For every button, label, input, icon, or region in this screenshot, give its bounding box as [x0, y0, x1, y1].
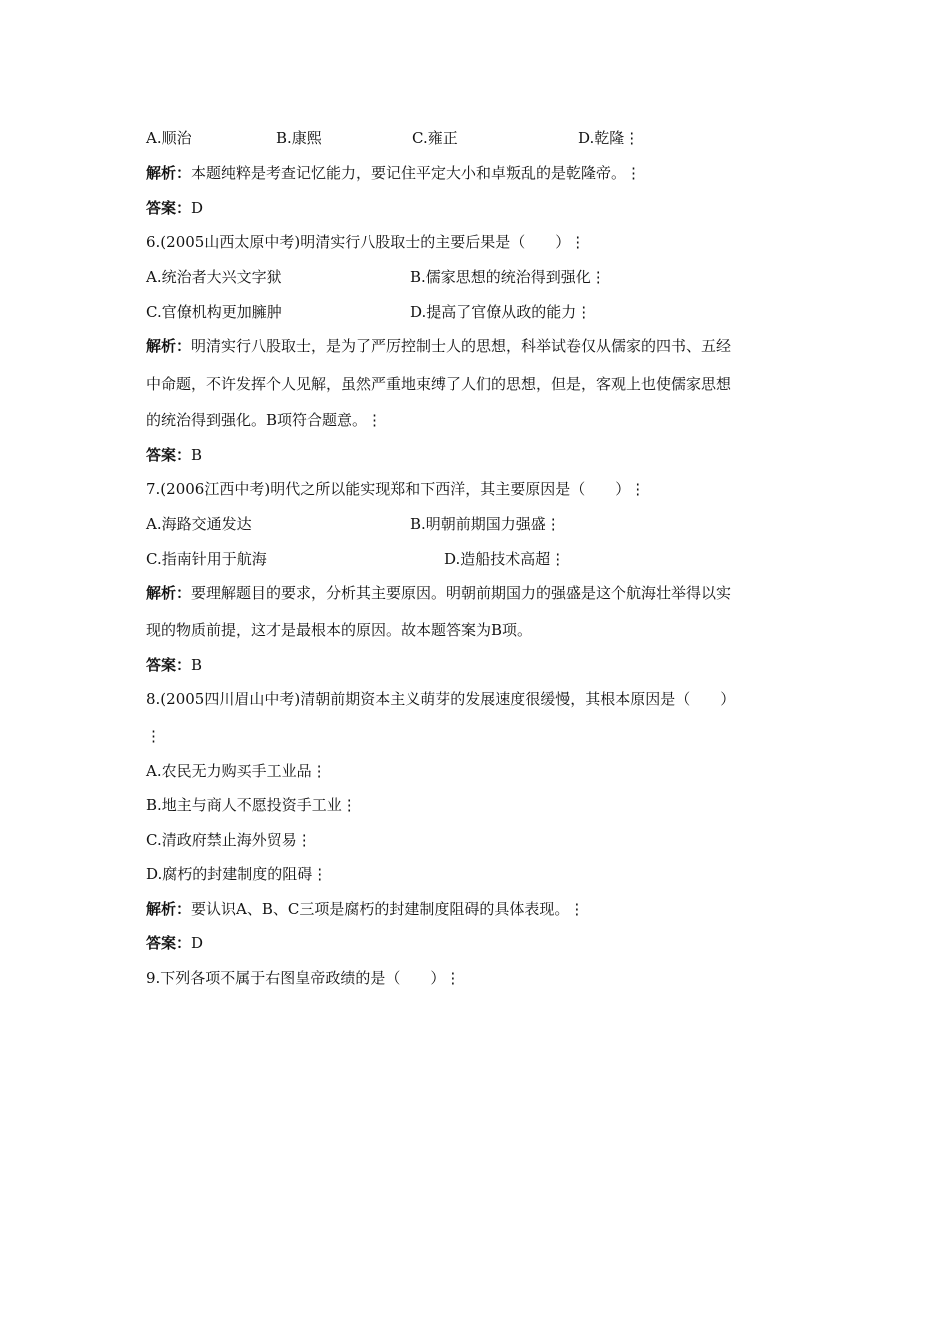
q8-option-b: B.地主与商人不愿投资手工业⋮: [146, 796, 357, 814]
q7-analysis-line-1: [146, 583, 731, 603]
q6-analysis-line-3: 的统治得到强化。B项符合题意。⋮: [146, 411, 383, 429]
q7-option-b: B.明朝前期国力强盛⋮: [410, 515, 561, 533]
answer-label: 答案：: [146, 934, 192, 952]
q6-option-d: D.提高了官僚从政的能力⋮: [410, 303, 592, 321]
analysis-label: 解析：: [146, 900, 192, 918]
q9-stem: 9.下列各项不属于右图皇帝政绩的是（ ）⋮: [146, 969, 461, 987]
q7-analysis-line-2: 现的物质前提，这才是最根本的原因。故本题答案为B项。: [146, 621, 533, 639]
q6-option-b: B.儒家思想的统治得到强化⋮: [410, 268, 606, 286]
answer-value: D: [191, 934, 204, 952]
analysis-text: 本题纯粹是考查记忆能力，要记住平定大小和卓叛乱的是乾隆帝。⋮: [191, 164, 642, 182]
q7-option-d: D.造船技术高超⋮: [444, 550, 566, 568]
q8-option-d: D.腐朽的封建制度的阻碍⋮: [146, 865, 328, 883]
q7-option-a: A.海路交通发达: [146, 515, 252, 533]
answer-value: D: [191, 199, 204, 217]
q8-analysis: [146, 899, 584, 919]
q5-option-a: A.顺治: [146, 129, 192, 147]
answer-value: B: [191, 446, 203, 464]
q8-stem: 8.(2005四川眉山中考)清朝前期资本主义萌芽的发展速度很缓慢，其根本原因是（ ）: [146, 690, 736, 708]
answer-label: 答案：: [146, 199, 192, 217]
answer-label: 答案：: [146, 656, 192, 674]
q7-option-c: C.指南针用于航海: [146, 550, 267, 568]
q8-stem-continuation: ⋮: [146, 727, 161, 745]
q6-option-c: C.官僚机构更加臃肿: [146, 303, 282, 321]
q6-option-a: A.统治者大兴文字狱: [146, 268, 282, 286]
analysis-text: 要认识A、B、C三项是腐朽的封建制度阻碍的具体表现。⋮: [191, 900, 585, 918]
q8-option-a: A.农民无力购买手工业品⋮: [146, 762, 327, 780]
q7-stem: 7.(2006江西中考)明代之所以能实现郑和下西洋，其主要原因是（ ）⋮: [146, 480, 646, 498]
q8-answer: [146, 933, 203, 953]
q5-option-c: C.雍正: [412, 129, 458, 147]
q7-answer: [146, 655, 202, 675]
analysis-text: 明清实行八股取士，是为了严厉控制士人的思想，科举试卷仅从儒家的四书、五经: [191, 337, 732, 355]
q5-analysis: [146, 163, 641, 183]
q5-option-d: D.乾隆⋮: [578, 129, 640, 147]
analysis-label: 解析：: [146, 337, 192, 355]
analysis-label: 解析：: [146, 584, 192, 602]
q6-analysis-line-2: 中命题，不许发挥个人见解，虽然严重地束缚了人们的思想，但是，客观上也使儒家思想: [146, 375, 732, 393]
answer-label: 答案：: [146, 446, 192, 464]
q6-stem: 6.(2005山西太原中考)明清实行八股取士的主要后果是（ ）⋮: [146, 233, 586, 251]
q6-analysis-line-1: [146, 336, 731, 356]
q5-answer: [146, 198, 203, 218]
analysis-text: 要理解题目的要求，分析其主要原因。明朝前期国力的强盛是这个航海壮举得以实: [191, 584, 732, 602]
q5-option-b: B.康熙: [276, 129, 322, 147]
q6-answer: [146, 445, 202, 465]
q8-option-c: C.清政府禁止海外贸易⋮: [146, 831, 312, 849]
answer-value: B: [191, 656, 203, 674]
analysis-label: 解析：: [146, 164, 192, 182]
